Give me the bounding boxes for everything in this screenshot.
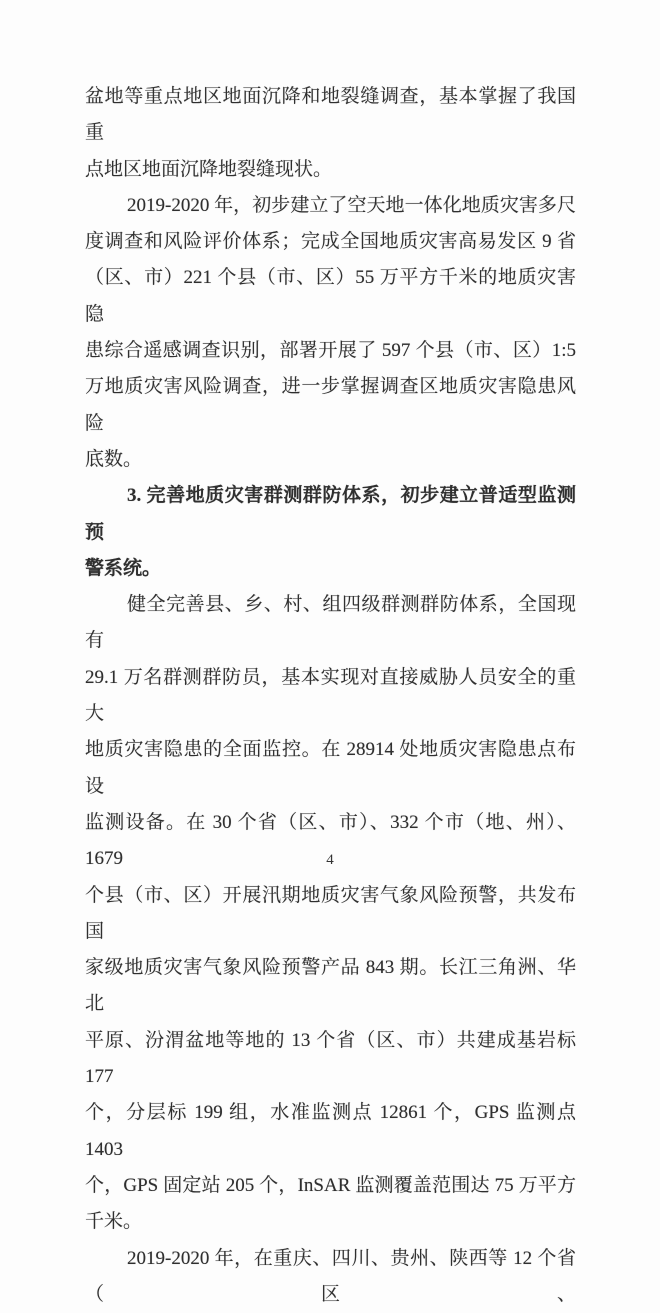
text-line: 健全完善县、乡、村、组四级群测群防体系，全国现有 [85,587,576,660]
text-line: 盆地等重点地区地面沉降和地裂缝调查，基本掌握了我国重 [85,79,576,152]
text-line: 点地区地面沉降地裂缝现状。 [85,152,576,188]
text-line: 个县（市、区）开展汛期地质灾害气象风险预警，共发布国 [85,878,576,951]
text-line: 2019-2020 年，初步建立了空天地一体化地质灾害多尺 [85,188,576,224]
text-line: 底数。 [85,442,576,478]
text-line: 地质灾害隐患的全面监控。在 28914 处地质灾害隐患点布设 [85,732,576,805]
text-line: 千米。 [85,1204,576,1240]
text-line: 患综合遥感调查识别，部署开展了 597 个县（市、区）1:5 [85,333,576,369]
text-line: 家级地质灾害气象风险预警产品 843 期。长江三角洲、华北 [85,950,576,1023]
text-line: 平原、汾渭盆地等地的 13 个省（区、市）共建成基岩标 177 [85,1023,576,1096]
text-line: 2019-2020 年，在重庆、四川、贵州、陕西等 12 个省（区、 [85,1241,576,1313]
text-line: （区、市）221 个县（市、区）55 万平方千米的地质灾害隐 [85,260,576,333]
text-line: 监测设备。在 30 个省（区、市）、332 个市（地、州）、1679 [85,805,576,878]
text-line: 个，分层标 199 组，水准监测点 12861 个，GPS 监测点 1403 [85,1095,576,1168]
text-line: 万地质灾害风险调查，进一步掌握调查区地质灾害隐患风险 [85,369,576,442]
text-line: 29.1 万名群测群防员，基本实现对直接威胁人员安全的重大 [85,660,576,733]
text-line: 度调查和风险评价体系；完成全国地质灾害高易发区 9 省 [85,224,576,260]
section-heading-line: 警系统。 [85,551,576,587]
page-number: 4 [0,849,660,871]
page-body-text [85,79,576,1313]
section-heading-line: 3. 完善地质灾害群测群防体系，初步建立普适型监测预 [85,478,576,551]
text-line: 个，GPS 固定站 205 个，InSAR 监测覆盖范围达 75 万平方 [85,1168,576,1204]
